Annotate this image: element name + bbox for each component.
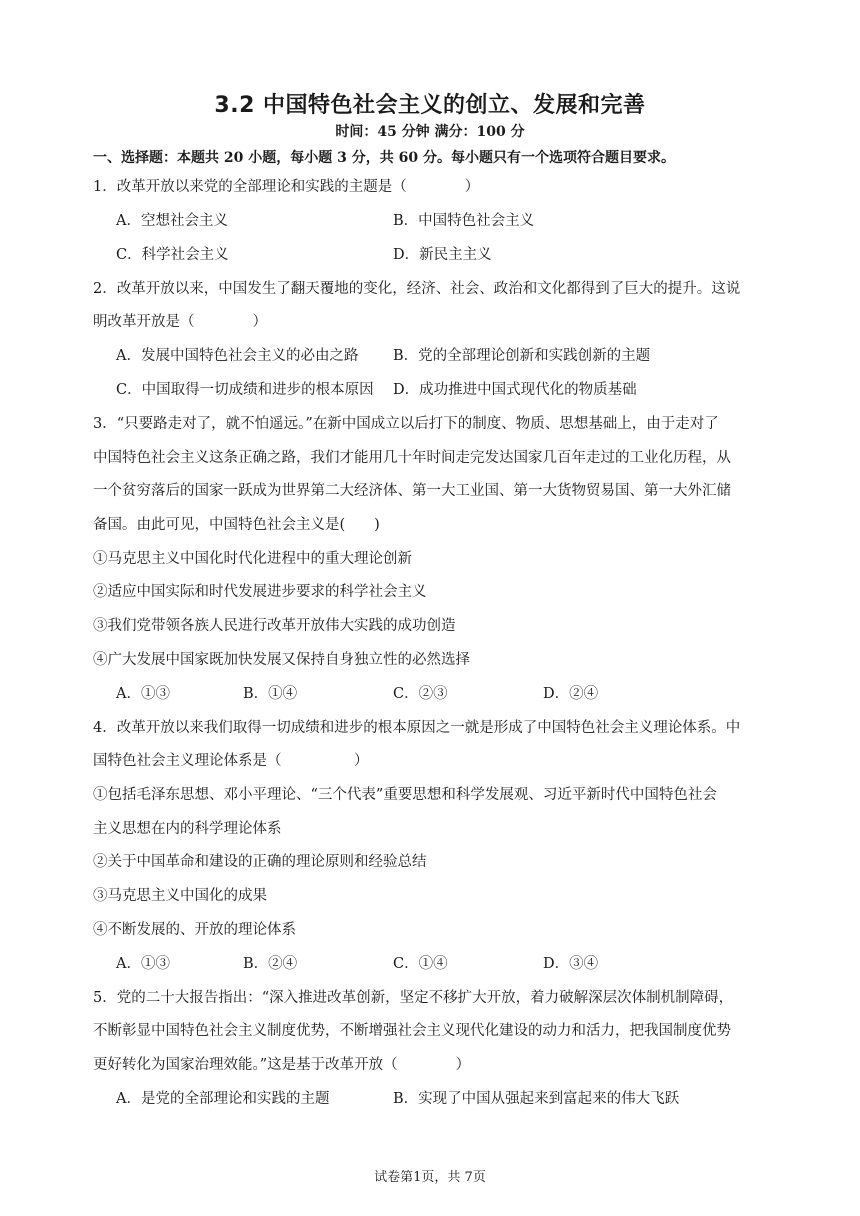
question-1-stem: 1．改革开放以来党的全部理论和实践的主题是（ ） [93, 179, 480, 195]
question-4-item-4: ④不断发展的、开放的理论体系 [93, 922, 296, 938]
question-1-option-b: B．中国特色社会主义 [393, 213, 535, 229]
question-1-option-c: C．科学社会主义 [116, 247, 229, 263]
question-5-option-b: B．实现了中国从强起来到富起来的伟大飞跃 [393, 1091, 680, 1107]
question-3-stem-line-4: 备国。由此可见，中国特色社会主义是( ) [93, 517, 380, 533]
page-title: 3.2 中国特色社会主义的创立、发展和完善 [214, 93, 646, 118]
question-3-item-2: ②适应中国实际和时代发展进步要求的科学社会主义 [93, 584, 427, 600]
question-3-stem-line-3: 一个贫穷落后的国家一跃成为世界第二大经济体、第一大工业国、第一大货物贸易国、第一大外汇储 [93, 483, 731, 499]
question-3-option-d: D．②④ [543, 686, 599, 702]
question-3-item-4: ④广大发展中国家既加快发展又保持自身独立性的必然选择 [93, 652, 470, 668]
question-3-option-a: A．①③ [116, 686, 170, 702]
question-4-stem-line-2: 国特色社会主义理论体系是（ ） [93, 753, 369, 769]
question-2-option-d: D．成功推进中国式现代化的物质基础 [393, 382, 637, 398]
question-3-item-1: ①马克思主义中国化时代化进程中的重大理论创新 [93, 551, 412, 567]
exam-info: 时间：45 分钟 满分：100 分 [335, 124, 525, 140]
question-4-option-c: C．①④ [393, 956, 448, 972]
question-4-stem-line-1: 4．改革开放以来我们取得一切成绩和进步的根本原因之一就是形成了中国特色社会主义理论体系。中 [93, 720, 741, 736]
question-4-option-d: D．③④ [543, 956, 599, 972]
question-4-item-2: ②关于中国革命和建设的正确的理论原则和经验总结 [93, 854, 427, 870]
question-2-option-a: A．发展中国特色社会主义的必由之路 [116, 348, 359, 364]
question-1-option-a: A．空想社会主义 [116, 213, 228, 229]
question-2-option-c: C．中国取得一切成绩和进步的根本原因 [116, 382, 374, 398]
question-3-item-3: ③我们党带领各族人民进行改革开放伟大实践的成功创造 [93, 618, 456, 634]
question-2-stem-line-1: 2．改革开放以来，中国发生了翻天覆地的变化，经济、社会、政治和文化都得到了巨大的提升。这说 [93, 281, 741, 297]
question-5-stem-line-1: 5．党的二十大报告指出：“深入推进改革创新，坚定不移扩大开放，着力破解深层次体制机制障碍， [93, 990, 734, 1006]
question-3-option-c: C．②③ [393, 686, 448, 702]
question-2-stem-line-2: 明改革开放是（ ） [93, 314, 267, 330]
question-3-stem-line-1: 3．“只要路走对了，就不怕遥远。”在新中国成立以后打下的制度、物质、思想基础上，由于走对了 [93, 416, 719, 432]
page-footer: 试卷第1页，共 7页 [374, 1170, 486, 1185]
question-5-stem-line-2: 不断彰显中国特色社会主义制度优势，不断增强社会主义现代化建设的动力和活力，把我国制度优势 [93, 1023, 731, 1039]
question-4-item-1-line-1: ①包括毛泽东思想、邓小平理论、“三个代表”重要思想和科学发展观、习近平新时代中国特色社会 [93, 787, 717, 803]
question-3-option-b: B．①④ [243, 686, 298, 702]
question-5-option-a: A．是党的全部理论和实践的主题 [116, 1091, 330, 1107]
question-4-option-b: B．②④ [243, 956, 298, 972]
question-3-stem-line-2: 中国特色社会主义这条正确之路，我们才能用几十年时间走完发达国家几百年走过的工业化历程，从 [93, 450, 731, 466]
question-5-stem-line-3: 更好转化为国家治理效能。”这是基于改革开放（ ） [93, 1057, 471, 1073]
question-4-item-1-line-2: 主义思想在内的科学理论体系 [93, 821, 282, 837]
question-4-option-a: A．①③ [116, 956, 170, 972]
question-4-item-3: ③马克思主义中国化的成果 [93, 888, 267, 904]
question-1-option-d: D．新民主主义 [393, 247, 492, 263]
question-2-option-b: B．党的全部理论创新和实践创新的主题 [393, 348, 651, 364]
section-heading: 一、选择题：本题共 20 小题，每小题 3 分，共 60 分。每小题只有一个选项符合题目要求。 [93, 150, 675, 166]
